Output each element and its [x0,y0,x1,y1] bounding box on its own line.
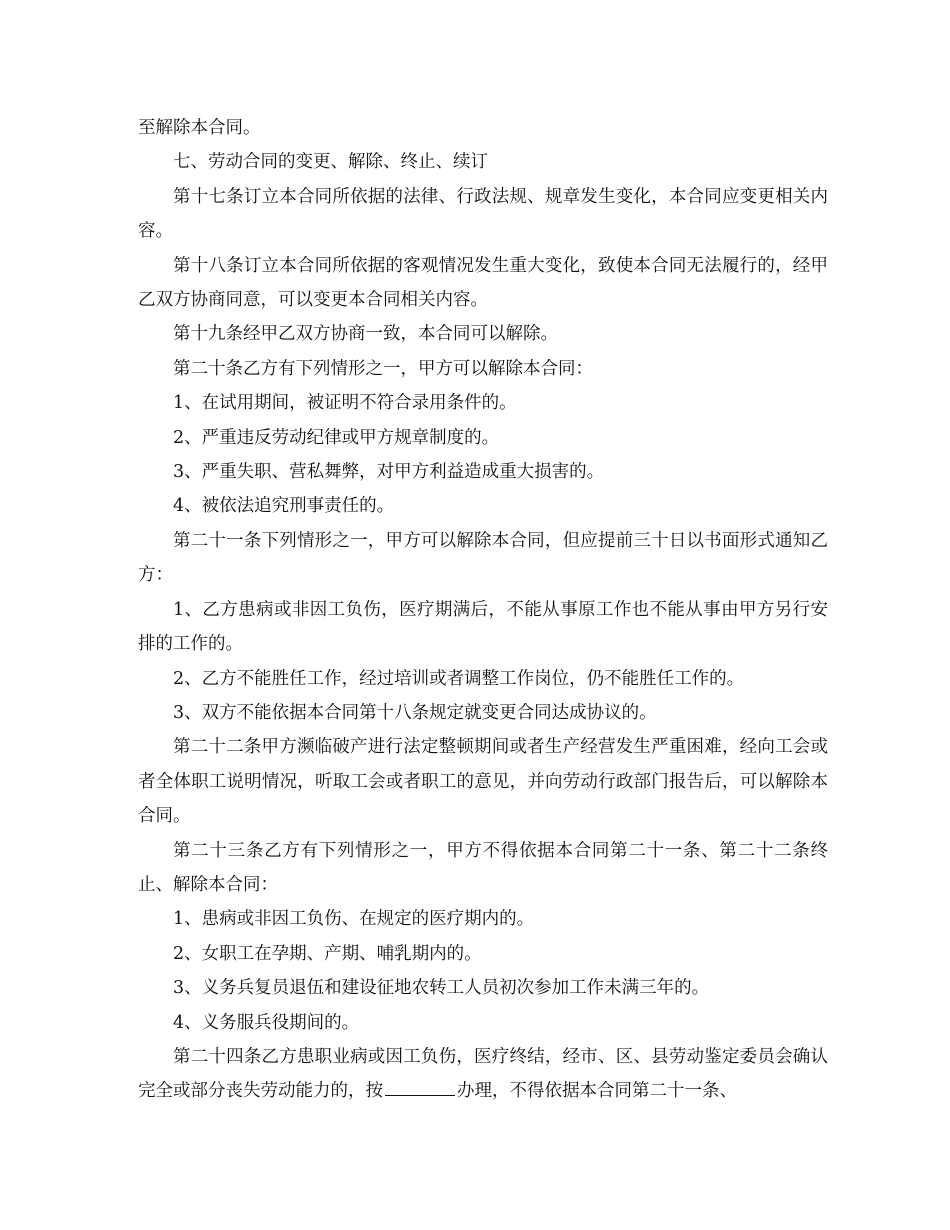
article-20-item-4: 4、被依法追究刑事责任的。 [173,496,395,517]
fill-in-blank [385,1094,455,1096]
article-20-item-1: 1、在试用期间，被证明不符合录用条件的。 [173,393,517,414]
paragraph-0: 至解除本合同。 [138,118,261,138]
article-22: 第二十二条甲方濒临破产进行法定整顿期间或者生产经营发生严重困难，经向工会或者全体职工说明情况，听取工会或者职工的意见，并向劳动行政部门报告后，可以解除本合同。 [138,737,828,827]
article-21-item-3: 3、双方不能依据本合同第十八条规定就变更合同达成协议的。 [173,702,657,723]
section-heading-7: 七、劳动合同的变更、解除、终止、续订 [173,152,488,173]
article-20: 第二十条乙方有下列情形之一，甲方可以解除本合同： [173,358,593,379]
article-23-item-1: 1、患病或非因工负伤、在规定的医疗期内的。 [173,909,535,930]
article-20-item-3: 3、严重失职、营私舞弊，对甲方利益造成重大损害的。 [173,462,605,483]
document-page [138,111,828,1109]
article-23-item-2: 2、女职工在孕期、产期、哺乳期内的。 [173,943,482,964]
article-17: 第十七条订立本合同所依据的法律、行政法规、规章发生变化，本合同应变更相关内容。 [138,186,828,242]
article-23-item-3: 3、义务兵复员退伍和建设征地农转工人员初次参加工作未满三年的。 [173,978,710,999]
article-23: 第二十三条乙方有下列情形之一，甲方不得依据本合同第二十一条、第二十二条终止、解除本合同： [138,840,828,895]
article-21-item-2: 2、乙方不能胜任工作，经过培训或者调整工作岗位，仍不能胜任工作的。 [173,668,745,689]
document-body [138,111,828,1109]
article-21: 第二十一条下列情形之一，甲方可以解除本合同，但应提前三十日以书面形式通知乙方： [138,530,828,586]
article-21-item-1: 1、乙方患病或非因工负伤，医疗期满后，不能从事原工作也不能从事由甲方另行安排的工作的。 [138,599,828,655]
article-18: 第十八条订立本合同所依据的客观情况发生重大变化，致使本合同无法履行的，经甲乙双方协商同意，可以变更本合同相关内容。 [138,255,828,311]
article-23-item-4: 4、义务服兵役期间的。 [173,1012,360,1033]
article-20-item-2: 2、严重违反劳动纪律或甲方规章制度的。 [173,427,500,448]
article-24-text-after: 办理，不得依据本合同第二十一条、 [457,1081,737,1102]
article-19: 第十九条经甲乙双方协商一致，本合同可以解除。 [173,324,558,345]
article-24 [138,1040,828,1109]
article-24-text-before: 第二十四条乙方患职业病或因工负伤，医疗终结，经市、区、县劳动鉴定委员会确认完全或部分丧失劳动能力的，按 [138,1046,828,1102]
